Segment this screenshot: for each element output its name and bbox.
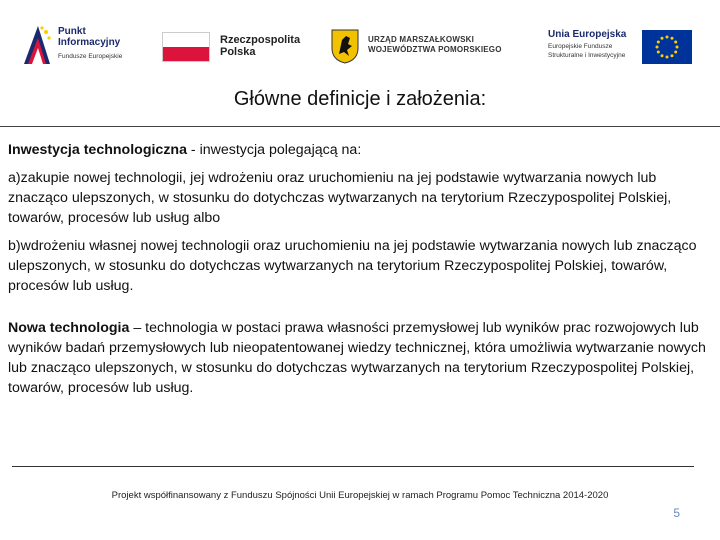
punkt-informacyjny-logo bbox=[18, 22, 138, 74]
griffin-crest-icon bbox=[330, 28, 360, 64]
definition-text: – technologia w postaci prawa własności przemysłowej lub wyników prac rozwojowych lub wyników badań przemysłowych lub nieopatentowanej wiedzy technicznej, która umożliwia wytwarzanie nowych lub znacząco ulepszonych, w stosunku do dotychczas wytwarzanych na terytorium Rzeczypospolitej Polskiej, towarów, procesów lub usług. bbox=[8, 320, 706, 396]
definition-paragraph bbox=[8, 140, 708, 160]
definition-text: - inwestycja polegającą na: bbox=[186, 142, 362, 158]
top-divider bbox=[0, 126, 720, 127]
unia-europejska-logo bbox=[540, 22, 700, 74]
rzeczpospolita-polska-logo bbox=[162, 22, 312, 74]
urzad-marszalkowski-logo bbox=[330, 22, 520, 74]
polish-flag-icon bbox=[162, 32, 210, 62]
punkt-line2: Informacyjny bbox=[58, 37, 121, 48]
logo-bar bbox=[0, 0, 720, 84]
urzad-line1: URZĄD MARSZAŁKOWSKI bbox=[368, 35, 475, 44]
punkt-small: Fundusze Europejskie bbox=[58, 53, 123, 60]
fundusze-europejskie-icon bbox=[22, 24, 52, 66]
urzad-line2: WOJEWÓDZTWA POMORSKIEGO bbox=[368, 45, 502, 54]
ue-small2: Strukturalne i Inwestycyjne bbox=[548, 52, 626, 59]
definition-term: Nowa technologia bbox=[8, 320, 130, 336]
bottom-divider bbox=[12, 466, 694, 467]
definition-term: Inwestycja technologiczna bbox=[8, 142, 187, 158]
ue-small1: Europejskie Fundusze bbox=[548, 43, 613, 50]
eu-flag-icon bbox=[642, 30, 692, 64]
rp-line2: Polska bbox=[220, 46, 256, 58]
page-number: 5 bbox=[673, 506, 680, 520]
punkt-line1: Punkt bbox=[58, 26, 86, 37]
rp-line1: Rzeczpospolita bbox=[220, 34, 301, 46]
footer-note: Projekt współfinansowany z Funduszu Spójności Unii Europejskiej w ramach Programu Pomoc Techniczna 2014-2020 bbox=[111, 490, 609, 501]
definition-paragraph bbox=[8, 318, 708, 398]
page-title: Główne definicje i założenia: bbox=[233, 88, 487, 110]
definition-paragraph: b)wdrożeniu własnej nowej technologii oraz uruchomieniu na jej podstawie wytwarzania nowych lub znacząco ulepszonych, w stosunku do dotychczas wytwarzanych na terytorium Rzeczypospolitej Polskiej, towarów, procesów lub usług. bbox=[8, 238, 697, 294]
ue-title: Unia Europejska bbox=[548, 29, 627, 40]
definition-paragraph: a)zakupie nowej technologii, jej wdrożeniu oraz uruchomieniu na jej podstawie wytwarzania nowych lub znacząco ulepszonych, w stosunku do dotychczas wytwarzanych na terytorium Rzeczypospolitej Polskiej, towarów, procesów lub usług albo bbox=[8, 170, 672, 226]
definitions-content bbox=[8, 140, 708, 406]
